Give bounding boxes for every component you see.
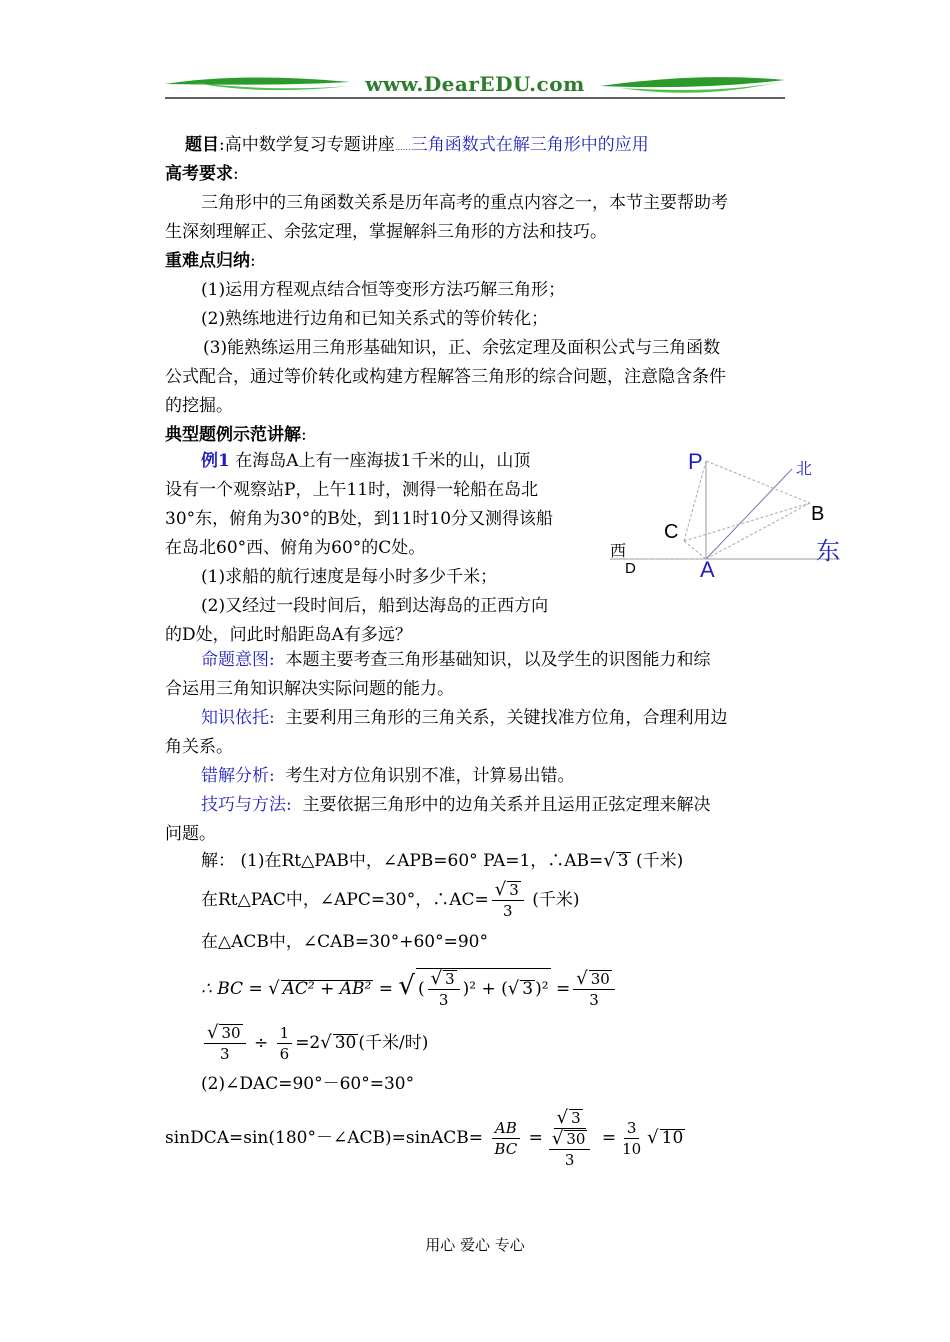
example-text: 30°东，俯角为30°的B处，到11时10分又测得该船 (165, 509, 554, 529)
section-heading-examples: 典型题例示范讲解: (165, 425, 307, 445)
solution-step-6: (2)∠DAC=90°－60°=30° (201, 1074, 415, 1094)
example-question: (1)求船的航行速度是每小时多少千米； (201, 567, 498, 587)
list-item: (1)运用方程观点结合恒等变形方法巧解三角形； (201, 280, 566, 300)
figure-label-A: A (700, 557, 715, 582)
figure-label-north: 北 (796, 461, 813, 478)
figure-label-east: 东 (816, 537, 840, 565)
note-method-cont: 问题。 (165, 824, 216, 844)
list-item: (2)熟练地进行边角和已知关系式的等价转化； (201, 309, 549, 329)
example-text: 设有一个观察站P，上午11时，测得一轮船在岛北 (165, 480, 539, 500)
example-text: 例1 在海岛A上有一座海拔1千米的山，山顶 (201, 451, 531, 471)
figure-label-C: C (664, 521, 679, 543)
figure-label-B: B (811, 503, 825, 525)
note-knowledge-cont: 角关系。 (165, 737, 233, 757)
figure-label-P: P (688, 449, 703, 474)
list-item: 的挖掘。 (165, 396, 233, 416)
header-banner (160, 70, 790, 104)
note-error: 错解分析: 考生对方位角识别不准，计算易出错。 (201, 766, 575, 786)
example-text: 在岛北60°西、俯角为60°的C处。 (165, 538, 426, 558)
solution-step-1: 解： (1)在Rt△PAB中，∠APB=60° PA=1，∴AB=√ 3 (千米) (201, 850, 684, 871)
figure-label-D: D (625, 560, 636, 577)
geometry-figure (600, 445, 850, 590)
solution-step-3: 在△ACB中，∠CAB=30°+60°=90° (201, 932, 488, 952)
note-knowledge: 知识依托: 主要利用三角形的三角关系，关键找准方位角，合理利用边 (201, 708, 728, 728)
figure-label-west: 西 (610, 541, 627, 560)
solution-step-7: sinDCA=sin(180°－∠ACB)=sinACB= $\frac{AB}{BC}$ = $\frac{√ 3}{\frac{√ 30}{3}}$ = $\frac{3}{10}$ √ 10 (165, 1106, 684, 1169)
example-question: 的D处，问此时船距岛A有多远？ (165, 625, 412, 645)
solution-step-4: ∴ BC = √ AC² + AB² = √ ( $\frac{√ 3}{3}$ )² + (√ 3 )² = $\frac{√ 30}{3}$ (201, 958, 618, 1017)
note-intent-cont: 合运用三角知识解决实际问题的能力。 (165, 679, 454, 699)
list-item: 公式配合，通过等价转化或构建方程解答三角形的综合问题，注意隐含条件 (165, 367, 726, 387)
note-intent: 命题意图: 本题主要考查三角形基础知识，以及学生的识图能力和综 (201, 650, 711, 670)
note-method: 技巧与方法: 主要依据三角形中的边角关系并且运用正弦定理来解决 (201, 795, 711, 815)
page-title: 题目:高中数学复习专题讲座……三角函数式在解三角形中的应用 (185, 135, 649, 155)
section-heading-key-points: 重难点归纳: (165, 251, 256, 271)
page-footer: 用心 爱心 专心 (425, 1236, 525, 1254)
solution-step-2: 在Rt△PAC中，∠APC=30°，∴AC= $\frac{√ 3}{3}$ (千米) (201, 879, 580, 920)
paragraph: 生深刻理解正、余弦定理，掌握解斜三角形的方法和技巧。 (165, 222, 607, 242)
example-question: (2)又经过一段时间后，船到达海岛的正西方向 (201, 596, 549, 616)
solution-step-5: $\frac{√ 30}{3}$ ÷ $\frac{1}{6}$ =2√ 30 (千米/时) (201, 1015, 428, 1071)
list-item: (3)能熟练运用三角形基础知识，正、余弦定理及面积公式与三角函数 (203, 338, 721, 358)
paragraph: 三角形中的三角函数关系是历年高考的重点内容之一，本节主要帮助考 (201, 193, 728, 213)
section-heading-requirements: 高考要求: (165, 164, 239, 184)
site-logo-text: www.DearEDU.com (365, 72, 585, 96)
